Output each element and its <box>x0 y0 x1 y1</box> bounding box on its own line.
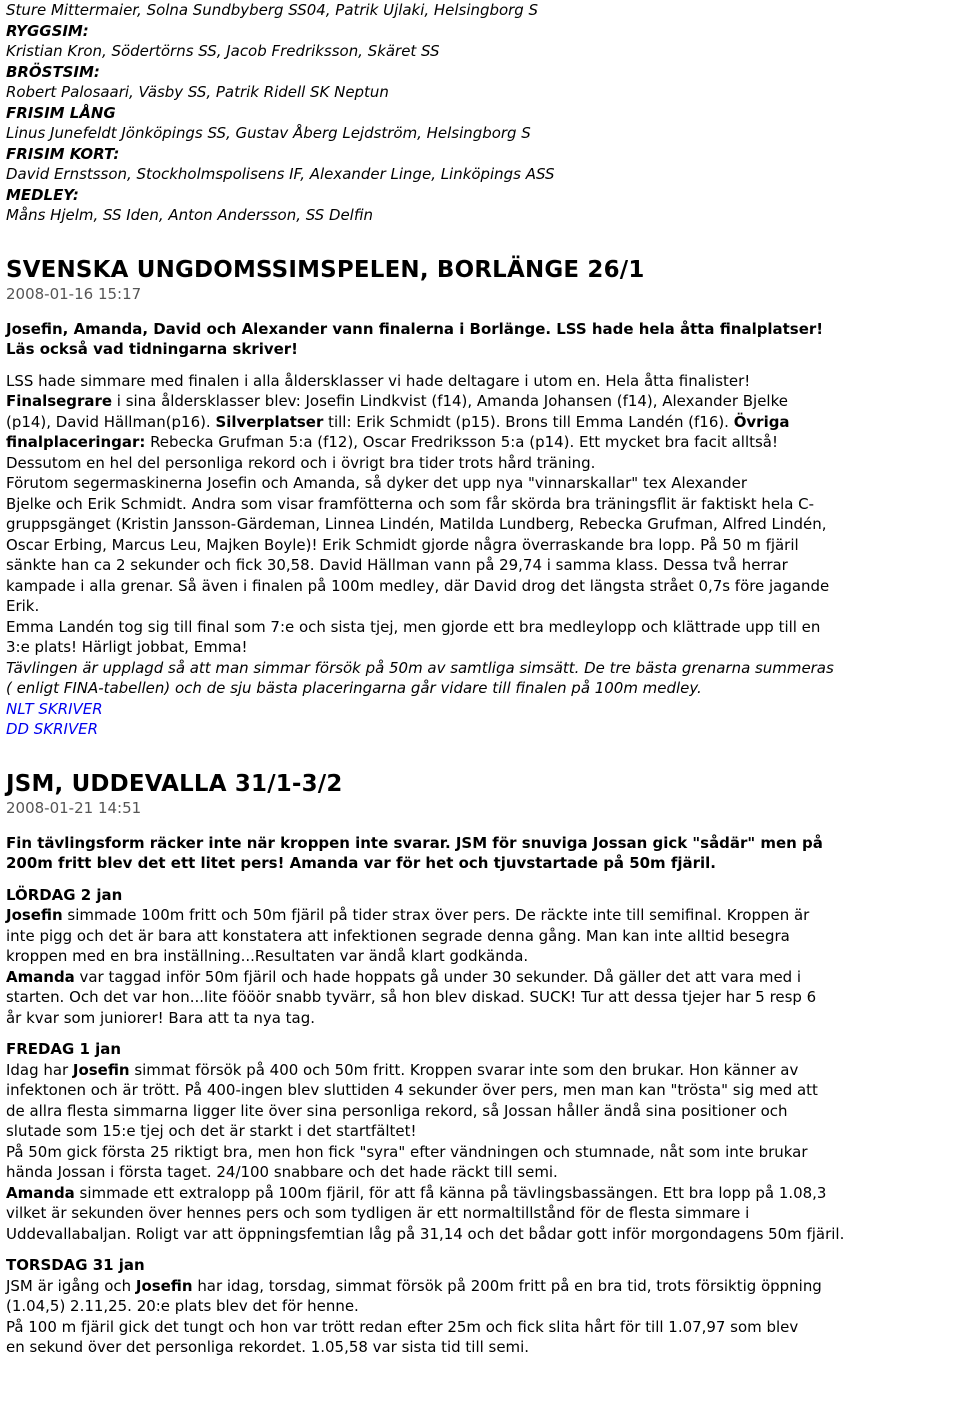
article-borlange <box>6 256 958 740</box>
article-lead: Fin tävlingsform räcker inte när kroppen inte svarar. JSM för snuviga Jossan gick "sådär" men på <box>6 833 823 852</box>
page-content <box>6 0 958 1358</box>
results-list <box>6 0 958 226</box>
result-line: Kristian Kron, Södertörns SS, Jacob Fredriksson, Skäret SS <box>6 42 440 60</box>
paragraph-line: de allra flesta simmarna ligger lite över sina personliga rekord, så Jossan håller ändå sina positioner och <box>6 1101 788 1120</box>
bold-text: Silverplatser <box>215 412 324 431</box>
article-title: JSM, UDDEVALLA 31/1-3/2 <box>6 770 343 797</box>
article-date: 2008-01-21 14:51 <box>6 798 142 817</box>
bold-text: finalplaceringar: <box>6 433 146 451</box>
paragraph-line: inte pigg och det är bara att konstatera att infektionen segrade denna gång. Man kan inte alltid besegra <box>6 926 790 945</box>
text: simmade 100m fritt och 50m fjäril på tider strax över pers. De räckte inte till semifinal. Kroppen är <box>62 906 810 924</box>
day-heading: TORSDAG 31 jan <box>6 1256 145 1274</box>
bold-text: Amanda <box>6 1183 75 1202</box>
dd-link[interactable]: DD SKRIVER <box>6 720 99 738</box>
paragraph-line: starten. Och det var hon...lite fööör snabb tyvärr, så hon blev diskad. SUCK! Tur att dessa tjejer har 5 resp 6 <box>6 988 817 1006</box>
nlt-link[interactable]: NLT SKRIVER <box>6 699 103 718</box>
event-heading-medley: MEDLEY: <box>6 185 79 204</box>
bold-text: Josefin <box>6 906 63 924</box>
paragraph-line <box>6 1183 958 1204</box>
paragraph-line: Bjelke och Erik Schmidt. Andra som visar framfötterna och som får skörda bra träningsflit är faktiskt hela C- <box>6 494 815 513</box>
paragraph-line: På 50m gick första 25 riktigt bra, men hon fick "syra" efter vändningen och stumnade, nåt som inte brukar <box>6 1142 808 1161</box>
paragraph-line: kroppen med en bra inställning...Resultaten var ändå klart godkända. <box>6 947 529 965</box>
paragraph-line <box>6 1276 958 1297</box>
text: Idag har <box>6 1060 73 1079</box>
result-line: Linus Junefeldt Jönköpings SS, Gustav Åberg Lejdström, Helsingborg S <box>6 124 531 142</box>
text: i sina åldersklasser blev: Josefin Lindkvist (f14), Amanda Johansen (f14), Alexander Bjelke <box>112 392 788 410</box>
paragraph-line: På 100 m fjäril gick det tungt och hon var trött redan efter 25m och fick slita hårt för till 1.07,97 som blev <box>6 1317 799 1336</box>
paragraph-line: sänkte han ca 2 sekunder och fick 30,58. David Hällman vann på 29,74 i samma klass. Dessa två herrar <box>6 556 788 574</box>
result-line: Robert Palosaari, Väsby SS, Patrik Ridell SK Neptun <box>6 83 389 101</box>
bold-text: Amanda <box>6 967 75 986</box>
text: har idag, torsdag, simmat försök på 200m fritt på en bra tid, trots försiktig öppning <box>192 1276 822 1295</box>
paragraph-line: ( enligt FINA-tabellen) och de sju bästa placeringarna går vidare till finalen på 100m medley. <box>6 679 702 697</box>
event-heading-brostsim: BRÖSTSIM: <box>6 62 100 81</box>
paragraph-line: Erik. <box>6 597 40 615</box>
article-title: SVENSKA UNGDOMSSIMSPELEN, BORLÄNGE 26/1 <box>6 256 645 283</box>
article-lead: Josefin, Amanda, David och Alexander vann finalerna i Borlänge. LSS hade hela åtta finalplatser! <box>6 319 824 338</box>
paragraph-line: Tävlingen är upplagd så att man simmar försök på 50m av samtliga simsätt. De tre bästa grenarna summeras <box>6 658 834 677</box>
text: till: Erik Schmidt (p15). Brons till Emma Landén (f16). <box>323 412 734 431</box>
article-lead: Läs också vad tidningarna skriver! <box>6 340 298 358</box>
paragraph-line: (1.04,5) 2.11,25. 20:e plats blev det för henne. <box>6 1297 359 1315</box>
day-heading: FREDAG 1 jan <box>6 1040 121 1058</box>
paragraph-line <box>6 905 958 926</box>
paragraph-line: en sekund över det personliga rekordet. 1.05,58 var sista tid till semi. <box>6 1338 530 1356</box>
paragraph-line <box>6 432 958 453</box>
paragraph-line <box>6 1060 958 1081</box>
result-line: Sture Mittermaier, Solna Sundbyberg SS04, Patrik Ujlaki, Helsingborg S <box>6 1 539 19</box>
paragraph-line: 3:e plats! Härligt jobbat, Emma! <box>6 638 248 656</box>
paragraph-line: kampade i alla grenar. Så även i finalen på 100m medley, där David drog det längsta strået 0,7s före jagande <box>6 576 830 595</box>
paragraph-line: hända Jossan i första taget. 24/100 snabbare och det hade räckt till semi. <box>6 1163 558 1181</box>
paragraph-line <box>6 412 958 433</box>
event-heading-frisim-kort: FRISIM KORT: <box>6 144 120 163</box>
paragraph-line: Oscar Erbing, Marcus Leu, Majken Boyle)! Erik Schmidt gjorde några överraskande bra lopp. På 50 m fjäril <box>6 535 799 554</box>
text: Rebecka Grufman 5:a (f12), Oscar Fredriksson 5:a (p14). Ett mycket bra facit alltså! <box>145 433 778 451</box>
paragraph-line: infektonen och är trött. På 400-ingen blev sluttiden 4 sekunder över pers, men man kan "trösta" sig med att <box>6 1081 818 1099</box>
text: var taggad inför 50m fjäril och hade hoppats gå under 30 sekunder. Då gäller det att vara med i <box>74 967 802 986</box>
paragraph-line: Emma Landén tog sig till final som 7:e och sista tjej, men gjorde ett bra medleylopp och klättrade upp till en <box>6 617 821 636</box>
article-date: 2008-01-16 15:17 <box>6 284 142 303</box>
event-heading-ryggsim: RYGGSIM: <box>6 21 89 40</box>
text: simmade ett extralopp på 100m fjäril, för att få känna på tävlingsbassängen. Ett bra lopp på 1.08,3 <box>74 1183 827 1202</box>
paragraph-line: slutade som 15:e tjej och det är starkt i det startfältet! <box>6 1122 417 1140</box>
event-heading-frisim-lang: FRISIM LÅNG <box>6 103 116 122</box>
result-line: David Ernstsson, Stockholmspolisens IF, Alexander Linge, Linköpings ASS <box>6 165 555 183</box>
paragraph: LSS hade simmare med finalen i alla åldersklasser vi hade deltagare i utom en. Hela åtta finalister! <box>6 371 751 390</box>
paragraph-line <box>6 391 958 412</box>
bold-text: Finalsegrare <box>6 392 113 410</box>
text: JSM är igång och <box>6 1276 136 1295</box>
article-lead: 200m fritt blev det ett litet pers! Amanda var för het och tjuvstartade på 50m fjäril. <box>6 854 716 872</box>
text: simmat försök på 400 och 50m fritt. Kroppen svarar inte som den brukar. Hon känner av <box>129 1060 799 1079</box>
paragraph-line <box>6 967 958 988</box>
article-jsm-uddevalla <box>6 770 958 1358</box>
bold-text: Josefin <box>72 1060 130 1079</box>
paragraph-line: år kvar som juniorer! Bara att ta nya tag. <box>6 1008 315 1027</box>
bold-text: Josefin <box>135 1276 193 1295</box>
paragraph-line: Uddevallabaljan. Roligt var att öppningsfemtian låg på 31,14 och det bådar gott inför morgondagens 50m fjäril. <box>6 1224 845 1243</box>
paragraph-line: Dessutom en hel del personliga rekord och i övrigt bra tider trots hård träning. <box>6 453 596 472</box>
day-heading: LÖRDAG 2 jan <box>6 885 123 904</box>
paragraph-line: gruppsgänget (Kristin Jansson-Gärdeman, Linnea Lindén, Matilda Lundberg, Rebecka Grufman, Alfred Lindén, <box>6 515 827 533</box>
bold-text: Övriga <box>733 412 790 431</box>
paragraph-line: Förutom segermaskinerna Josefin och Amanda, så dyker det upp nya "vinnarskallar" tex Alexander <box>6 474 748 492</box>
paragraph-line: vilket är sekunden över hennes pers och som tydligen är ett normaltillstånd för de flesta simmare i <box>6 1204 750 1222</box>
text: (p14), David Hällman(p16). <box>6 412 216 431</box>
result-line: Måns Hjelm, SS Iden, Anton Andersson, SS Delfin <box>6 206 373 224</box>
